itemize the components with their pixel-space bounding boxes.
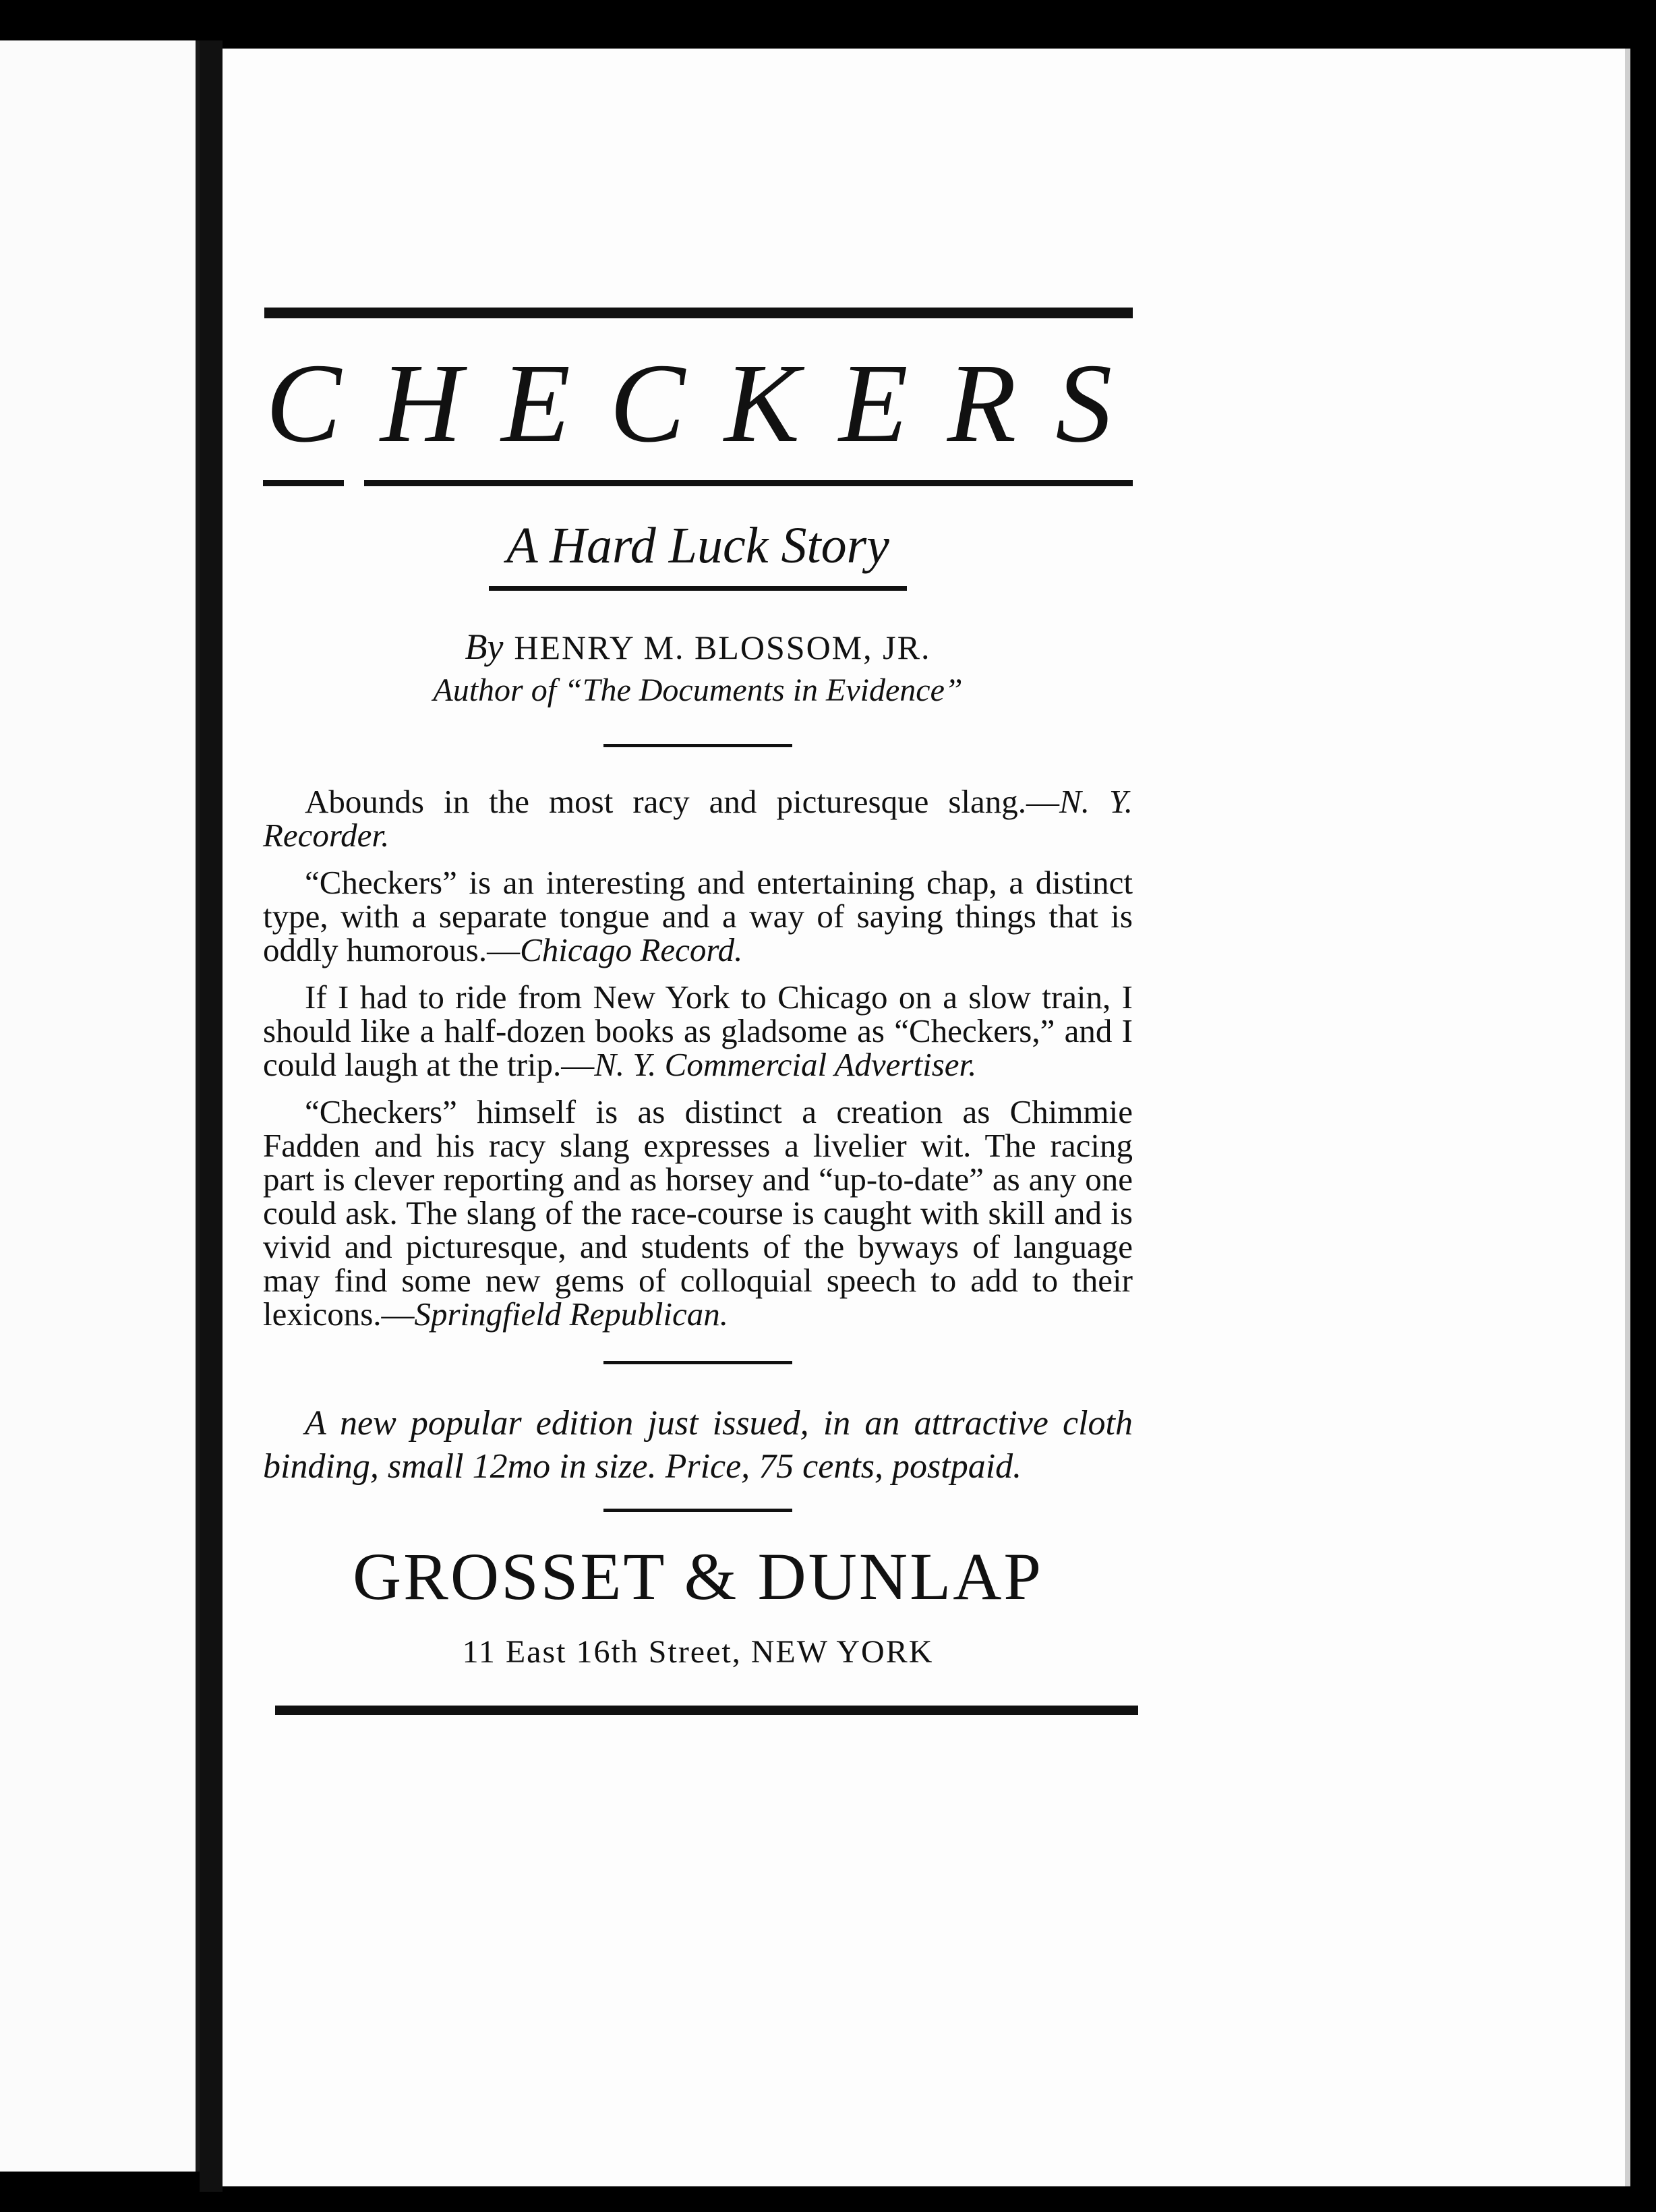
review-item xyxy=(263,1095,1133,1331)
title-rule-long-segment xyxy=(364,480,1133,486)
review-text: “Checkers” is an interesting and entertaining chap, a distinct type, with a separate tongue and a way of saying things that is oddly humorous.— xyxy=(263,864,1133,969)
author-of: Author of “The Documents in Evidence” xyxy=(433,672,963,709)
review-text: “Checkers” himself is as distinct a creation as Chimmie Fadden and his racy slang expresses a livelier wit. The racing part is clever reporting and as horsey and “up-to-date” as any one could ask. The slang of the race-course is caught with skill and is vivid and picturesque, and students of the byways of language may find some new gems of colloquial speech to add to their lexicons.— xyxy=(263,1093,1133,1333)
review-list xyxy=(263,785,1133,1331)
bottom-rule xyxy=(275,1706,1138,1715)
review-item xyxy=(263,981,1133,1082)
review-item xyxy=(263,866,1133,967)
byline xyxy=(263,626,1133,668)
edition-note: A new popular edition just issued, in an attractive cloth binding, small 12mo in size. Price, 75 cents, postpaid. xyxy=(263,1404,1133,1486)
title-rule xyxy=(263,480,1133,486)
review-source: Springfield Republican. xyxy=(414,1296,728,1333)
book-title: CHECKERS xyxy=(266,341,1152,466)
byline-by: By xyxy=(465,627,504,667)
advertisement xyxy=(263,308,1152,1715)
facing-page-edge xyxy=(0,40,200,2172)
review-source: N. Y. Recorder. xyxy=(263,783,1133,854)
divider-rule xyxy=(603,744,792,747)
title-rule-short-segment xyxy=(263,480,344,486)
review-text: If I had to ride from New York to Chicago on a slow train, I should like a half-dozen books as gladsome as “Checkers,” and I could laugh at the trip.— xyxy=(263,979,1133,1084)
book-gutter xyxy=(200,40,223,2192)
review-text: Abounds in the most racy and picturesque slang.— xyxy=(305,783,1060,821)
review-item xyxy=(263,785,1133,852)
subtitle-underline xyxy=(489,586,907,591)
publisher-name: GROSSET & DUNLAP xyxy=(352,1539,1044,1614)
author-name: HENRY M. BLOSSOM, JR. xyxy=(514,629,931,666)
book-subtitle: A Hard Luck Story xyxy=(506,517,889,574)
divider-rule xyxy=(603,1509,792,1512)
top-rule xyxy=(264,308,1133,318)
publisher-address: 11 East 16th Street, NEW YORK xyxy=(462,1634,934,1670)
review-source: N. Y. Commercial Advertiser. xyxy=(594,1046,977,1084)
divider-rule xyxy=(603,1361,792,1364)
review-source: Chicago Record. xyxy=(520,931,743,969)
